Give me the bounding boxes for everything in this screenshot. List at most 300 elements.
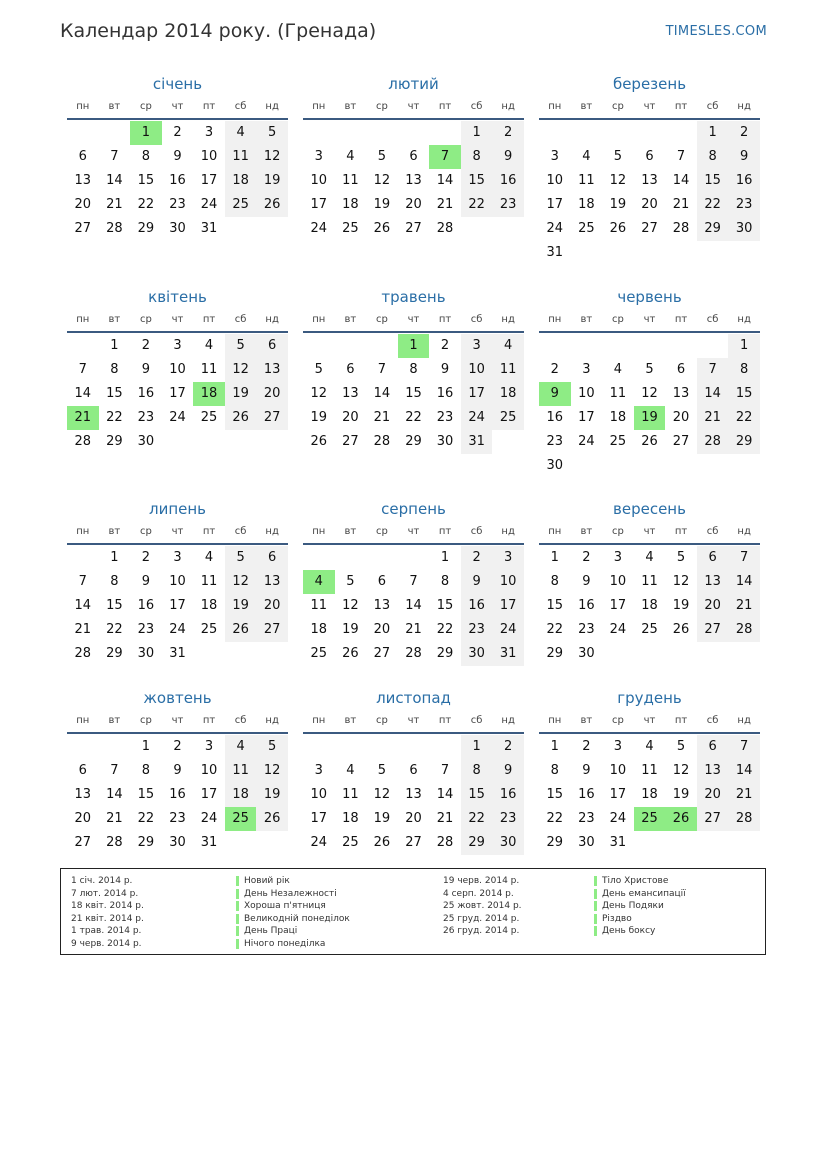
month-name: червень	[617, 288, 682, 306]
day-cell: 7	[676, 149, 686, 164]
day-cell: 28	[672, 221, 690, 236]
day-cell: 17	[169, 598, 186, 613]
holiday-day-cell: 1	[398, 334, 430, 358]
weekday-label: ср	[375, 526, 388, 537]
day-cell: 11	[342, 173, 359, 188]
day-cell: 13	[74, 173, 92, 188]
day-cell: 17	[546, 197, 564, 212]
day-cell: 12	[256, 759, 288, 783]
day-cell: 4	[645, 739, 654, 754]
weekday-label: вт	[108, 526, 121, 537]
weekday-label: пт	[202, 526, 216, 537]
weekday-label: чт	[171, 526, 184, 537]
day-cell: 23	[492, 807, 524, 831]
day-cell: 30	[137, 434, 155, 449]
days-grid	[539, 735, 760, 855]
day-cell: 19	[672, 598, 690, 613]
day-cell: 19	[609, 197, 627, 212]
day-cell: 15	[436, 598, 454, 613]
day-cell: 16	[169, 173, 186, 188]
day-cell: 16	[546, 410, 564, 425]
day-cell: 20	[405, 811, 422, 826]
weekday-header	[67, 309, 288, 333]
day-cell: 16	[578, 787, 595, 802]
weekday-label: чт	[171, 314, 184, 325]
day-cell: 13	[405, 173, 422, 188]
day-cell: 22	[461, 193, 493, 217]
weekday-label: пт	[438, 715, 452, 726]
month-2	[303, 72, 524, 241]
weekday-label: пн	[312, 314, 326, 325]
days-grid	[303, 735, 524, 855]
day-cell: 11	[225, 145, 257, 169]
day-cell: 1	[110, 550, 119, 565]
day-cell: 11	[641, 763, 658, 778]
day-cell: 8	[110, 574, 119, 589]
day-cell: 17	[169, 386, 186, 401]
day-cell: 11	[310, 598, 328, 613]
empty-cell	[67, 334, 99, 358]
day-cell: 15	[461, 169, 493, 193]
day-cell: 18	[641, 787, 658, 802]
weekday-label: сб	[706, 715, 719, 726]
day-cell: 12	[641, 386, 658, 401]
day-cell: 28	[106, 835, 123, 850]
day-cell: 16	[169, 787, 186, 802]
day-cell: 2	[492, 121, 524, 145]
weekday-label: вт	[344, 715, 357, 726]
day-cell: 15	[461, 783, 493, 807]
day-cell: 9	[141, 574, 151, 589]
day-cell: 15	[405, 386, 422, 401]
day-cell: 21	[74, 622, 92, 637]
day-cell: 10	[578, 386, 595, 401]
weekday-label: пн	[548, 715, 562, 726]
empty-cell	[398, 735, 430, 759]
empty-cell	[67, 546, 99, 570]
day-cell: 18	[225, 783, 257, 807]
day-cell: 16	[728, 169, 760, 193]
weekday-label: пт	[202, 715, 216, 726]
days-grid	[303, 334, 524, 454]
day-cell: 7	[110, 763, 119, 778]
day-cell: 3	[314, 149, 323, 164]
legend-holiday-name: Нічого понеділка	[236, 939, 325, 949]
day-cell: 1	[110, 338, 119, 353]
month-10	[67, 686, 288, 855]
weekday-label: нд	[265, 314, 279, 325]
day-cell: 13	[672, 386, 690, 401]
weekday-label: ср	[139, 314, 152, 325]
day-cell: 22	[546, 811, 564, 826]
day-cell: 18	[641, 598, 658, 613]
day-cell: 21	[672, 197, 690, 212]
day-cell: 5	[225, 546, 257, 570]
day-cell: 11	[641, 574, 658, 589]
legend-date: 26 груд. 2014 р.	[443, 926, 520, 936]
day-cell: 9	[461, 570, 493, 594]
day-cell: 13	[641, 173, 658, 188]
day-cell: 2	[173, 739, 182, 754]
empty-cell	[303, 334, 335, 358]
day-cell: 25	[641, 622, 658, 637]
days-grid	[303, 546, 524, 666]
day-cell: 5	[346, 574, 355, 589]
empty-cell	[539, 334, 571, 358]
legend-names-col-2	[594, 875, 686, 938]
weekday-header	[67, 710, 288, 734]
empty-cell	[429, 121, 461, 145]
day-cell: 12	[672, 763, 690, 778]
day-cell: 23	[169, 811, 186, 826]
weekday-label: сб	[470, 715, 483, 726]
weekday-label: вт	[344, 314, 357, 325]
day-cell: 24	[310, 835, 328, 850]
day-cell: 3	[613, 739, 623, 754]
day-cell: 11	[609, 386, 627, 401]
day-cell: 29	[697, 217, 729, 241]
day-cell: 10	[310, 173, 328, 188]
weekday-label: вт	[344, 526, 357, 537]
holiday-day-cell: 19	[634, 406, 666, 430]
empty-cell	[335, 334, 367, 358]
day-cell: 23	[169, 197, 186, 212]
day-cell: 11	[578, 173, 595, 188]
day-cell: 21	[106, 197, 123, 212]
day-cell: 27	[405, 221, 422, 236]
day-cell: 7	[377, 362, 387, 377]
month-name: травень	[381, 288, 446, 306]
empty-cell	[539, 121, 571, 145]
legend-dates-col-1	[71, 875, 144, 950]
day-cell: 20	[256, 382, 288, 406]
day-cell: 25	[225, 193, 257, 217]
weekday-label: чт	[643, 314, 656, 325]
weekday-label: ср	[611, 715, 624, 726]
day-cell: 27	[256, 406, 288, 430]
day-cell: 19	[672, 787, 690, 802]
empty-cell	[398, 121, 430, 145]
day-cell: 9	[141, 362, 151, 377]
day-cell: 22	[137, 197, 155, 212]
empty-cell	[303, 735, 335, 759]
day-cell: 14	[405, 598, 422, 613]
day-cell: 5	[676, 550, 686, 565]
day-cell: 17	[609, 787, 627, 802]
day-cell: 25	[200, 410, 218, 425]
day-cell: 8	[461, 759, 493, 783]
weekday-label: пт	[202, 314, 216, 325]
day-cell: 15	[697, 169, 729, 193]
holiday-legend	[60, 868, 766, 955]
day-cell: 5	[645, 362, 654, 377]
holiday-day-cell: 18	[193, 382, 225, 406]
day-cell: 5	[613, 149, 623, 164]
weekday-label: нд	[265, 715, 279, 726]
day-cell: 19	[373, 197, 391, 212]
weekday-label: пн	[76, 314, 90, 325]
weekday-label: пн	[312, 526, 326, 537]
legend-holiday-name: Різдво	[594, 914, 632, 924]
day-cell: 23	[436, 410, 454, 425]
day-cell: 14	[436, 173, 454, 188]
weekday-label: ср	[139, 526, 152, 537]
day-cell: 28	[697, 430, 729, 454]
day-cell: 30	[169, 221, 186, 236]
day-cell: 1	[461, 735, 493, 759]
weekday-header	[539, 309, 760, 333]
day-cell: 14	[436, 787, 454, 802]
month-name: березень	[612, 75, 687, 93]
month-name: липень	[148, 500, 207, 518]
holiday-day-cell: 7	[429, 145, 461, 169]
legend-holiday-name: Хороша п'ятниця	[236, 901, 326, 911]
day-cell: 25	[609, 434, 627, 449]
day-cell: 8	[550, 763, 559, 778]
empty-cell	[398, 546, 430, 570]
day-cell: 29	[137, 835, 155, 850]
day-cell: 26	[310, 434, 328, 449]
day-cell: 18	[578, 197, 595, 212]
day-cell: 14	[74, 386, 92, 401]
day-cell: 30	[728, 217, 760, 241]
day-cell: 29	[137, 221, 155, 236]
day-cell: 27	[672, 434, 690, 449]
day-cell: 20	[672, 410, 690, 425]
legend-date: 21 квіт. 2014 р.	[71, 913, 144, 924]
day-cell: 31	[546, 245, 564, 260]
day-cell: 12	[225, 358, 257, 382]
empty-cell	[99, 121, 131, 145]
weekday-label: сб	[234, 526, 247, 537]
day-cell: 14	[74, 598, 92, 613]
day-cell: 31	[200, 835, 218, 850]
day-cell: 29	[106, 646, 123, 661]
legend-holiday-name: День Подяки	[594, 901, 664, 911]
day-cell: 5	[256, 735, 288, 759]
day-cell: 20	[697, 594, 729, 618]
holiday-day-cell: 4	[303, 570, 335, 594]
day-cell: 15	[106, 598, 123, 613]
empty-cell	[665, 121, 697, 145]
day-cell: 19	[256, 783, 288, 807]
day-cell: 21	[728, 594, 760, 618]
day-cell: 24	[578, 434, 595, 449]
legend-dates-col-2	[443, 875, 522, 938]
legend-date: 25 груд. 2014 р.	[443, 913, 520, 924]
day-cell: 3	[173, 550, 182, 565]
legend-holiday-name: Великодній понеділок	[236, 914, 350, 924]
weekday-label: вт	[108, 101, 121, 112]
day-cell: 19	[225, 594, 257, 618]
month-12	[539, 686, 760, 855]
weekday-header	[539, 96, 760, 120]
day-cell: 16	[578, 598, 595, 613]
day-cell: 2	[492, 735, 524, 759]
legend-date: 19 черв. 2014 р.	[443, 876, 520, 886]
weekday-label: сб	[234, 314, 247, 325]
weekday-label: вт	[580, 715, 593, 726]
weekday-label: нд	[737, 715, 751, 726]
day-cell: 24	[609, 622, 627, 637]
day-cell: 7	[728, 735, 760, 759]
day-cell: 13	[373, 598, 391, 613]
empty-cell	[67, 735, 99, 759]
holiday-day-cell: 25	[634, 807, 666, 831]
weekday-label: пн	[76, 715, 90, 726]
day-cell: 7	[110, 149, 119, 164]
day-cell: 21	[697, 406, 729, 430]
day-cell: 1	[440, 550, 450, 565]
day-cell: 26	[225, 618, 257, 642]
day-cell: 5	[377, 149, 387, 164]
empty-cell	[366, 735, 398, 759]
legend-names-col-1	[236, 875, 350, 950]
day-cell: 17	[461, 382, 493, 406]
month-7	[67, 497, 288, 666]
day-cell: 26	[225, 406, 257, 430]
day-cell: 16	[436, 386, 454, 401]
day-cell: 6	[256, 546, 288, 570]
weekday-label: чт	[171, 715, 184, 726]
weekday-label: вт	[580, 314, 593, 325]
day-cell: 13	[342, 386, 359, 401]
weekday-header	[303, 96, 524, 120]
day-cell: 8	[550, 574, 559, 589]
month-name: грудень	[617, 689, 682, 707]
empty-cell	[602, 334, 634, 358]
day-cell: 2	[461, 546, 493, 570]
weekday-label: пт	[674, 101, 688, 112]
day-cell: 7	[697, 358, 729, 382]
day-cell: 19	[256, 169, 288, 193]
day-cell: 5	[256, 121, 288, 145]
weekday-label: чт	[407, 715, 420, 726]
day-cell: 12	[373, 173, 391, 188]
day-cell: 23	[137, 622, 155, 637]
weekday-label: чт	[643, 526, 656, 537]
month-9	[539, 497, 760, 666]
day-cell: 10	[546, 173, 564, 188]
day-cell: 3	[314, 763, 323, 778]
weekday-label: чт	[407, 101, 420, 112]
day-cell: 27	[373, 646, 391, 661]
day-cell: 31	[461, 430, 493, 454]
holiday-day-cell: 1	[130, 121, 162, 145]
day-cell: 14	[728, 570, 760, 594]
day-cell: 4	[204, 550, 214, 565]
weekday-label: нд	[501, 101, 515, 112]
day-cell: 11	[200, 574, 218, 589]
legend-date: 25 жовт. 2014 р.	[443, 901, 522, 911]
day-cell: 6	[645, 149, 654, 164]
weekday-label: ср	[611, 526, 624, 537]
empty-cell	[67, 121, 99, 145]
legend-holiday-name: День емансипації	[594, 889, 686, 899]
day-cell: 29	[546, 646, 564, 661]
day-cell: 7	[728, 546, 760, 570]
day-cell: 3	[204, 125, 214, 140]
day-cell: 26	[256, 807, 288, 831]
day-cell: 15	[546, 787, 564, 802]
day-cell: 26	[373, 221, 391, 236]
empty-cell	[571, 121, 603, 145]
day-cell: 22	[137, 811, 155, 826]
day-cell: 24	[492, 618, 524, 642]
brand-link[interactable]: TIMESLES.COM	[665, 24, 767, 39]
weekday-header	[539, 710, 760, 734]
day-cell: 14	[672, 173, 690, 188]
day-cell: 18	[342, 811, 359, 826]
day-cell: 9	[173, 149, 182, 164]
day-cell: 28	[405, 646, 422, 661]
day-cell: 21	[106, 811, 123, 826]
month-name: січень	[152, 75, 203, 93]
day-cell: 10	[492, 570, 524, 594]
day-cell: 17	[492, 594, 524, 618]
day-cell: 22	[461, 807, 493, 831]
day-cell: 4	[613, 362, 623, 377]
day-cell: 18	[492, 382, 524, 406]
day-cell: 13	[697, 570, 729, 594]
day-cell: 2	[440, 338, 450, 353]
weekday-header	[67, 521, 288, 545]
day-cell: 18	[200, 598, 218, 613]
day-cell: 27	[405, 835, 422, 850]
empty-cell	[303, 546, 335, 570]
day-cell: 31	[492, 642, 524, 666]
weekday-label: пт	[438, 526, 452, 537]
day-cell: 20	[405, 197, 422, 212]
day-cell: 12	[342, 598, 359, 613]
day-cell: 12	[256, 145, 288, 169]
day-cell: 6	[409, 149, 418, 164]
day-cell: 2	[582, 739, 591, 754]
day-cell: 9	[173, 763, 182, 778]
day-cell: 22	[405, 410, 422, 425]
days-grid	[67, 121, 288, 241]
day-cell: 17	[609, 598, 627, 613]
day-cell: 6	[697, 546, 729, 570]
legend-holiday-name: День Праці	[236, 926, 297, 936]
weekday-label: ср	[611, 101, 624, 112]
day-cell: 12	[373, 787, 391, 802]
day-cell: 3	[582, 362, 591, 377]
day-cell: 20	[256, 594, 288, 618]
month-name: серпень	[381, 500, 446, 518]
empty-cell	[303, 121, 335, 145]
holiday-day-cell: 25	[225, 807, 257, 831]
weekday-label: сб	[706, 314, 719, 325]
day-cell: 30	[578, 646, 595, 661]
month-3	[539, 72, 760, 265]
day-cell: 24	[200, 811, 218, 826]
days-grid	[303, 121, 524, 241]
day-cell: 2	[173, 125, 182, 140]
day-cell: 24	[546, 221, 564, 236]
day-cell: 25	[342, 835, 359, 850]
day-cell: 31	[169, 646, 186, 661]
empty-cell	[99, 735, 131, 759]
day-cell: 8	[728, 358, 760, 382]
day-cell: 24	[169, 622, 186, 637]
day-cell: 26	[373, 835, 391, 850]
days-grid	[539, 546, 760, 666]
weekday-label: пн	[76, 526, 90, 537]
day-cell: 15	[546, 598, 564, 613]
weekday-label: пт	[674, 715, 688, 726]
weekday-label: сб	[470, 526, 483, 537]
